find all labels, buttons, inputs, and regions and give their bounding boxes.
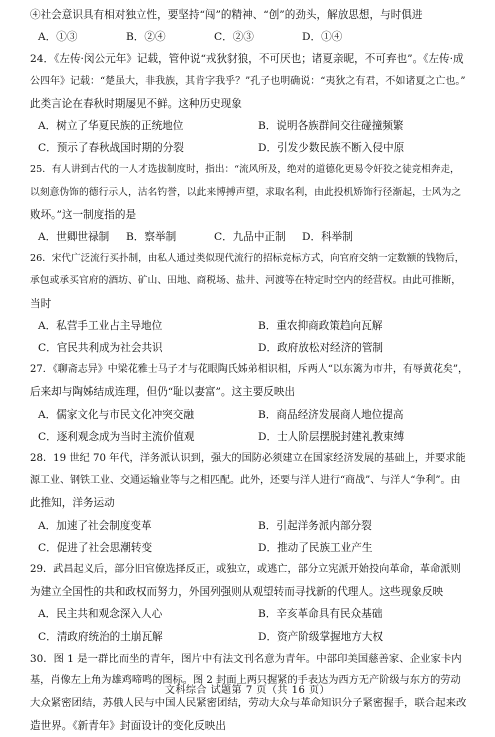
q24-option-c: C．预示了春秋战国时期的分裂 [38, 142, 184, 155]
q25-option-c: C．九品中正制 [214, 231, 286, 244]
q28-option-d: D．推动了民族工业产生 [258, 541, 373, 554]
q24-option-b: B．说明各族群间交往碰撞频繁 [258, 120, 404, 133]
q24-stem-line-2: 公四年》记载：“楚虽大，非我族，其肯字我乎？”孔子也明确说：“夷狄之有君，不如诸夏之亡也。” [30, 75, 466, 87]
q25-option-a: A．世卿世禄制 [38, 231, 110, 244]
q27-stem-line-1: 27．《聊斋志异》中梁花雅士马子才与花眼陶氏姊弟相识相，斥两人“以东篱为市井，有辱黄花矣”， [30, 364, 468, 376]
q29-options-row-1 [30, 603, 468, 625]
q29-option-a: A．民主共和观念深入人心 [38, 608, 163, 621]
q25-option-d: D．科举制 [302, 231, 353, 244]
q24-option-a: A．树立了华夏民族的正统地位 [38, 120, 184, 133]
q30-stem-line-2: 基，肖像左上角为雄鸡啼鸣的图标。图 2 封面上两只握紧的手表达为西方无产阶级与东方的劳动 [30, 675, 461, 687]
q27-option-a: A．儒家文化与市民文化冲突交融 [38, 408, 194, 421]
q29-stem-line-2: 为建立全国性的共和政权而努力，外国列强则从观望转而寻找新的代理人。这些现象反映 [30, 586, 444, 599]
q27-options-row-2 [30, 426, 468, 448]
q25-stem-line-2: 以刻意伪饰的德行示人，沽名钓誉，以此来博搏声望，求取名利，由此投机矫饰行径渐起，士风为之 [30, 186, 462, 198]
q26-options-row-1 [30, 315, 468, 337]
q26-options-row-2 [30, 337, 468, 359]
q26-stem-line-3: 当时 [30, 297, 52, 310]
q26-option-b: B．重农抑商政策趋向瓦解 [258, 319, 383, 332]
q29-option-c: C．清政府统治的土崩瓦解 [38, 630, 163, 643]
q26-option-a: A．私营手工业占主导地位 [38, 319, 163, 332]
q23-statement-4: ④社会意识具有相对独立性，要坚持“闯”的精神、“创”的劲头，解放思想，与时俱进 [30, 9, 423, 21]
q23-option-a: A．①③ [38, 31, 78, 44]
q24-options-row-1 [30, 115, 468, 137]
q27-option-d: D．士人阶层摆脱封建礼教束缚 [258, 430, 405, 443]
q28-options-row-1 [30, 515, 468, 537]
q25-option-b: B．察举制 [126, 231, 177, 244]
q25-stem-line-1: 25．有人讲到古代的一人才选拔制度时，指出：“流风所及，绝对的道德化更易令奸狡之徒竞相奔走， [30, 164, 460, 176]
q30-stem-line-1: 30．图 1 是一群比而坐的青年，图片中有法文刊名意为青年。中部印美国慈善家、企业家卡内 [30, 652, 462, 665]
q23-option-b: B．②④ [126, 31, 166, 44]
q27-option-b: B．商品经济发展商人地位提高 [258, 408, 404, 421]
q28-stem-line-3: 此推知，洋务运动 [30, 497, 115, 510]
q29-option-b: B．辛亥革命具有民众基础 [258, 608, 383, 621]
q24-stem-line-3: 此类言论在春秋时期屡见不鲜。这种历史现象 [30, 97, 242, 110]
q27-stem-line-2: 后来却与陶姊结成连理，但仍“耻以妻富”。这主要反映出 [30, 386, 296, 399]
q23-options [30, 26, 468, 48]
q29-stem-line-1: 29．武昌起义后，部分旧官僚选择反正，或独立，或逃亡，部分立宪派开始投向革命，革命派则 [30, 564, 461, 576]
q30-stem-line-3: 大众紧密团结，苏俄人民与中国人民紧密团结，劳动大众与革命知识分子紧密握手，联合起来改 [30, 697, 467, 710]
q23-option-d: D．①④ [302, 31, 343, 44]
q28-stem-line-1: 28．19 世纪 70 年代，洋务派认识到，强大的国防必须建立在国家经济发展的基础上，并要求能 [30, 453, 466, 465]
q25-stem-line-3: 败坏。”这一制度指的是 [30, 208, 137, 221]
q26-option-d: D．政府放松对经济的管制 [258, 342, 384, 355]
q28-option-b: B．引起洋务派内部分裂 [258, 519, 372, 532]
exam-page [30, 4, 468, 737]
q27-options-row-1 [30, 404, 468, 426]
q26-stem-line-2: 承包或承买官府的酒坊、矿山、田地、商税场、盐井、河渡等在特定时空内的经营权。由此可推断， [30, 275, 462, 287]
q25-options [30, 226, 468, 248]
q28-options-row-2 [30, 537, 468, 559]
q24-options-row-2 [30, 137, 468, 159]
q28-option-c: C．促进了社会思潮转变 [38, 541, 153, 554]
q28-option-a: A．加速了社会制度变革 [38, 519, 152, 532]
q27-option-c: C．逐利观念成为当时主流价值观 [38, 430, 195, 443]
q26-stem-line-1: 26．宋代广泛流行买扑制，由私人通过类似现代流行的招标竞标方式，向官府交纳一定数额的钱物后， [30, 253, 465, 265]
q30-stem-line-4: 造世界。《新青年》封面设计的变化反映出 [30, 719, 226, 732]
page-footer: 文科综合 试题第 7 页（共 16 页） [165, 685, 330, 696]
q24-stem-line-1: 24．《左传·闵公元年》记载，管仲说“戎狄豺狼，不可厌也；诸夏亲昵，不可弃也”。《左传·成 [30, 53, 464, 66]
q24-option-d: D．引发少数民族不断入侵中原 [258, 142, 405, 155]
q23-option-c: C．②③ [214, 31, 254, 44]
q28-stem-line-2: 源工业、钢铁工业、交通运输业等与之相匹配。此外，还要与洋人进行“商战”、与洋人“争利”。由 [30, 475, 461, 487]
q29-option-d: D．资产阶级掌握地方大权 [258, 630, 384, 643]
q26-option-c: C．官民共利成为社会共识 [38, 342, 163, 355]
q29-options-row-2 [30, 626, 468, 648]
